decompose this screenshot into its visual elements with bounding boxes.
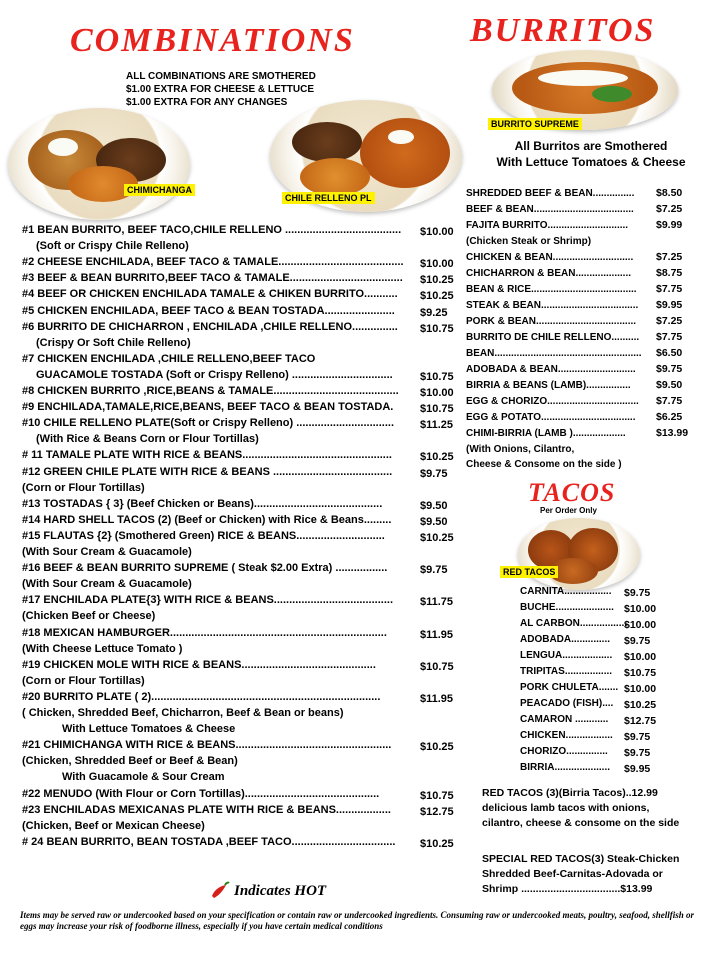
taco-item: BIRRIA.................... bbox=[520, 762, 611, 773]
combination-text: #2 CHEESE ENCHILADA, BEEF TACO & TAMALE......................................... bbox=[22, 256, 404, 269]
combination-price: $10.75 bbox=[420, 370, 454, 383]
combination-price: $10.00 bbox=[420, 387, 454, 399]
taco-price: $9.75 bbox=[624, 587, 651, 599]
combination-text: #3 BEEF & BEAN BURRITO,BEEF TACO & TAMALE..................................... bbox=[22, 272, 403, 285]
combination-price: $10.25 bbox=[420, 531, 454, 544]
combinations-notes bbox=[126, 70, 316, 109]
burrito-item: STEAK & BEAN................................... bbox=[466, 300, 639, 311]
taco-price: $10.00 bbox=[624, 619, 657, 631]
taco-price: $9.75 bbox=[624, 747, 651, 759]
burrito-item: FAJITA BURRITO............................. bbox=[466, 220, 629, 231]
burrito-price: $6.50 bbox=[656, 347, 683, 359]
combination-text: #17 ENCHILADA PLATE{3} WITH RICE & BEANS....................................... bbox=[22, 594, 393, 607]
combination-subtext: (Chicken, Shredded Beef or Beef & Bean) bbox=[22, 755, 238, 768]
tacos-title: TACOS bbox=[528, 478, 616, 507]
combination-price: $10.25 bbox=[420, 274, 454, 287]
burrito-price: $7.25 bbox=[656, 315, 683, 327]
combination-price: $9.25 bbox=[420, 306, 448, 319]
combination-text: #21 CHIMICHANGA WITH RICE & BEANS................................................... bbox=[22, 739, 392, 752]
combination-text: #1 BEAN BURRITO, BEEF TACO,CHILE RELLENO ...................................... bbox=[22, 224, 402, 236]
burrito-item: BEAN & RICE...................................... bbox=[466, 284, 637, 295]
burritos-footer-line: (With Onions, Cilantro, bbox=[466, 444, 575, 455]
taco-item: AL CARBON................. bbox=[520, 618, 628, 629]
combination-price: $10.25 bbox=[420, 741, 454, 754]
taco-item: CAMARON ............ bbox=[520, 714, 609, 725]
taco-price: $10.00 bbox=[624, 603, 657, 615]
burrito-price: $9.99 bbox=[656, 219, 683, 231]
combination-price: $11.95 bbox=[420, 692, 454, 705]
burrito-item: PORK & BEAN.................................... bbox=[466, 316, 637, 327]
burrito-price: $9.50 bbox=[656, 379, 683, 391]
burrito-price: $8.75 bbox=[656, 267, 683, 279]
burritos-footer-line: Cheese & Consome on the side ) bbox=[466, 459, 622, 470]
combination-text: #20 BURRITO PLATE ( 2)........................................................................... bbox=[22, 690, 381, 703]
combination-subtext: (Crispy Or Soft Chile Relleno) bbox=[36, 336, 191, 349]
combination-price: $9.50 bbox=[420, 499, 448, 512]
combination-price: $10.75 bbox=[420, 789, 454, 802]
burritos-footer bbox=[466, 442, 622, 472]
combination-text: #6 BURRITO DE CHICHARRON , ENCHILADA ,CHILE RELLENO............... bbox=[22, 320, 398, 333]
combination-price: $10.75 bbox=[420, 403, 454, 416]
hot-indicator bbox=[208, 880, 326, 902]
burrito-item: CHICHARRON & BEAN.................... bbox=[466, 268, 632, 279]
burrito-item: SHREDDED BEEF & BEAN............... bbox=[466, 188, 635, 199]
combination-subtext: (Corn or Flour Tortillas) bbox=[22, 481, 145, 494]
chimichanga-label: CHIMICHANGA bbox=[124, 184, 195, 196]
combination-subtext: (Corn or Flour Tortillas) bbox=[22, 674, 145, 687]
burrito-price: $8.50 bbox=[656, 187, 683, 199]
red-tacos-description bbox=[482, 786, 679, 831]
combination-subtext: (With Sour Cream & Guacamole) bbox=[22, 578, 192, 591]
burrito-item: BEAN..................................................... bbox=[466, 348, 642, 359]
taco-price: $10.00 bbox=[624, 683, 657, 695]
note-line: $1.00 EXTRA FOR CHEESE & LETTUCE bbox=[126, 84, 314, 95]
combination-price: $11.75 bbox=[420, 596, 454, 609]
taco-item: PORK CHULETA....... bbox=[520, 682, 619, 693]
combination-price: $9.75 bbox=[420, 467, 448, 480]
combination-text: #9 ENCHILADA,TAMALE,RICE,BEANS, BEEF TACO & BEAN TOSTADA. bbox=[22, 401, 394, 414]
red-tacos-photo bbox=[518, 518, 640, 590]
combination-price: $11.25 bbox=[420, 419, 454, 432]
burrito-price: $6.25 bbox=[656, 411, 683, 423]
combinations-title: COMBINATIONS bbox=[70, 22, 355, 59]
burrito-price: $7.25 bbox=[656, 251, 683, 263]
combination-price: $11.95 bbox=[420, 628, 454, 641]
red-tacos-line: delicious lamb tacos with onions, bbox=[482, 802, 650, 814]
combination-text: #16 BEEF & BEAN BURRITO SUPREME ( Steak $2.00 Extra) ................. bbox=[22, 562, 388, 575]
burrito-item: BURRITO DE CHILE RELLENO.......... bbox=[466, 332, 640, 343]
combination-price: $10.00 bbox=[420, 258, 454, 271]
combination-text: #4 BEEF OR CHICKEN ENCHILADA TAMALE & CHIKEN BURRITO........... bbox=[22, 288, 398, 301]
taco-item: CHORIZO............... bbox=[520, 746, 608, 757]
combination-text-continued: GUACAMOLE TOSTADA (Soft or Crispy Relleno) ................................. bbox=[36, 368, 393, 381]
taco-price: $12.75 bbox=[624, 715, 657, 727]
taco-price: $9.95 bbox=[624, 763, 651, 775]
taco-price: $10.00 bbox=[624, 651, 657, 663]
taco-price: $9.75 bbox=[624, 635, 651, 647]
combination-subtext: ( Chicken, Shredded Beef, Chicharron, Beef & Bean or beans) bbox=[22, 707, 344, 719]
combination-price: $10.75 bbox=[420, 660, 454, 673]
combination-price: $10.25 bbox=[420, 451, 454, 464]
taco-price: $10.75 bbox=[624, 667, 657, 679]
red-tacos-label: RED TACOS bbox=[500, 566, 558, 578]
burrito-item: CHICKEN & BEAN............................. bbox=[466, 252, 634, 263]
taco-item: BUCHE..................... bbox=[520, 602, 614, 613]
burrito-supreme-label: BURRITO SUPREME bbox=[488, 118, 582, 130]
burrito-item: BEEF & BEAN.................................... bbox=[466, 204, 634, 215]
combination-price: $10.25 bbox=[420, 290, 454, 303]
combination-subtext: With Lettuce Tomatoes & Cheese bbox=[62, 723, 236, 736]
burritos-note-line: All Burritos are Smothered bbox=[514, 139, 668, 153]
chimichanga-photo bbox=[8, 108, 190, 220]
combination-text: #12 GREEN CHILE PLATE WITH RICE & BEANS ....................................... bbox=[22, 465, 393, 478]
special-red-tacos bbox=[482, 852, 679, 897]
combination-text: #18 MEXICAN HAMBURGER....................................................................... bbox=[22, 626, 387, 639]
combination-subtext: (With Sour Cream & Guacamole) bbox=[22, 546, 192, 558]
burrito-price: $7.75 bbox=[656, 395, 683, 407]
taco-item: PEACADO (FISH).... bbox=[520, 698, 614, 709]
combination-subtext: (With Rice & Beans Corn or Flour Tortillas) bbox=[36, 433, 259, 446]
combination-price: $10.25 bbox=[420, 837, 454, 850]
burrito-item: CHIMI-BIRRIA (LAMB )................... bbox=[466, 428, 626, 439]
note-line: $1.00 EXTRA FOR ANY CHANGES bbox=[126, 97, 288, 108]
combination-price: $10.75 bbox=[420, 322, 454, 335]
combination-text: #10 CHILE RELLENO PLATE(Soft or Crispy Relleno) ................................ bbox=[22, 417, 395, 430]
burrito-item: (Chicken Steak or Shrimp) bbox=[466, 236, 592, 247]
taco-item: TRIPITAS................. bbox=[520, 666, 613, 677]
combination-text: #15 FLAUTAS {2} (Smothered Green) RICE & BEANS............................. bbox=[22, 529, 385, 542]
burrito-item: EGG & CHORIZO................................. bbox=[466, 396, 639, 407]
burrito-item: BIRRIA & BEANS (LAMB)................ bbox=[466, 380, 631, 391]
combination-text: #7 CHICKEN ENCHILADA ,CHILE RELLENO,BEEF TACO bbox=[22, 352, 316, 365]
taco-price: $10.25 bbox=[624, 699, 657, 711]
taco-item: CARNITA................. bbox=[520, 586, 612, 597]
special-line: Shredded Beef-Carnitas-Adovada or bbox=[482, 868, 663, 880]
burritos-note-line: With Lettuce Tomatoes & Cheese bbox=[496, 155, 686, 169]
chili-pepper-icon bbox=[208, 880, 230, 902]
taco-price: $9.75 bbox=[624, 731, 651, 743]
burrito-price: $7.25 bbox=[656, 203, 683, 215]
combination-text: #19 CHICKEN MOLE WITH RICE & BEANS............................................ bbox=[22, 658, 376, 671]
combination-text: #5 CHICKEN ENCHILADA, BEEF TACO & BEAN TOSTADA....................... bbox=[22, 304, 395, 317]
combination-price: $9.75 bbox=[420, 564, 448, 577]
combination-subtext: (Chicken Beef or Cheese) bbox=[22, 610, 156, 623]
hot-label: Indicates HOT bbox=[234, 882, 327, 899]
taco-item: ADOBADA.............. bbox=[520, 634, 611, 645]
burrito-item: ADOBADA & BEAN............................ bbox=[466, 364, 636, 375]
burrito-price: $13.99 bbox=[656, 427, 689, 439]
burrito-price: $7.75 bbox=[656, 331, 683, 343]
combination-subtext: With Guacamole & Sour Cream bbox=[62, 771, 225, 784]
red-tacos-line: cilantro, cheese & consome on the side bbox=[482, 817, 680, 829]
note-line: ALL COMBINATIONS ARE SMOTHERED bbox=[126, 71, 316, 82]
burritos-note bbox=[466, 138, 716, 170]
red-tacos-line: RED TACOS (3)(Birria Tacos)..12.99 bbox=[482, 787, 658, 799]
taco-item: LENGUA.................. bbox=[520, 650, 613, 661]
burrito-price: $9.95 bbox=[656, 299, 683, 311]
burrito-price: $7.75 bbox=[656, 283, 683, 295]
combination-text: #8 CHICKEN BURRITO ,RICE,BEANS & TAMALE......................................... bbox=[22, 385, 399, 397]
combination-text: # 11 TAMALE PLATE WITH RICE & BEANS................................................. bbox=[22, 449, 392, 462]
tacos-subtitle: Per Order Only bbox=[540, 506, 597, 515]
burrito-item: EGG & POTATO.................................. bbox=[466, 412, 636, 423]
burrito-price: $9.75 bbox=[656, 363, 683, 375]
combination-price: $12.75 bbox=[420, 805, 454, 818]
food-safety-disclaimer: Items may be served raw or undercooked based on your specification or contain raw or undercooked ingredients. Consuming raw or undercooked meats, poultry, seafood, shellfish or eggs may increase your risk of foodborne illness, especially if you have certain medical conditions bbox=[20, 910, 694, 931]
combination-text: # 24 BEAN BURRITO, BEAN TOSTADA ,BEEF TACO.................................. bbox=[22, 835, 396, 848]
combination-text: #22 MENUDO (With Flour or Corn Tortillas)............................................ bbox=[22, 787, 380, 800]
combination-text: #13 TOSTADAS { 3} (Beef Chicken or Beans).......................................... bbox=[22, 497, 383, 510]
combination-text: #14 HARD SHELL TACOS (2) (Beef or Chicken) with Rice & Beans......... bbox=[22, 513, 392, 526]
combination-price: $9.50 bbox=[420, 515, 448, 528]
taco-item: CHICKEN................. bbox=[520, 730, 613, 741]
combination-text: #23 ENCHILADAS MEXICANAS PLATE WITH RICE & BEANS.................. bbox=[22, 803, 391, 816]
combination-subtext: (With Cheese Lettuce Tomato ) bbox=[22, 642, 183, 655]
special-line: Shrimp ..................................$13.99 bbox=[482, 883, 653, 895]
combination-price: $10.00 bbox=[420, 226, 454, 238]
burritos-title: BURRITOS bbox=[470, 12, 656, 49]
chile-relleno-label: CHILE RELLENO PL bbox=[282, 192, 375, 204]
combination-subtext: (Chicken, Beef or Mexican Cheese) bbox=[22, 819, 205, 832]
combination-subtext: (Soft or Crispy Chile Relleno) bbox=[36, 240, 189, 253]
special-line: SPECIAL RED TACOS(3) Steak-Chicken bbox=[482, 853, 680, 865]
